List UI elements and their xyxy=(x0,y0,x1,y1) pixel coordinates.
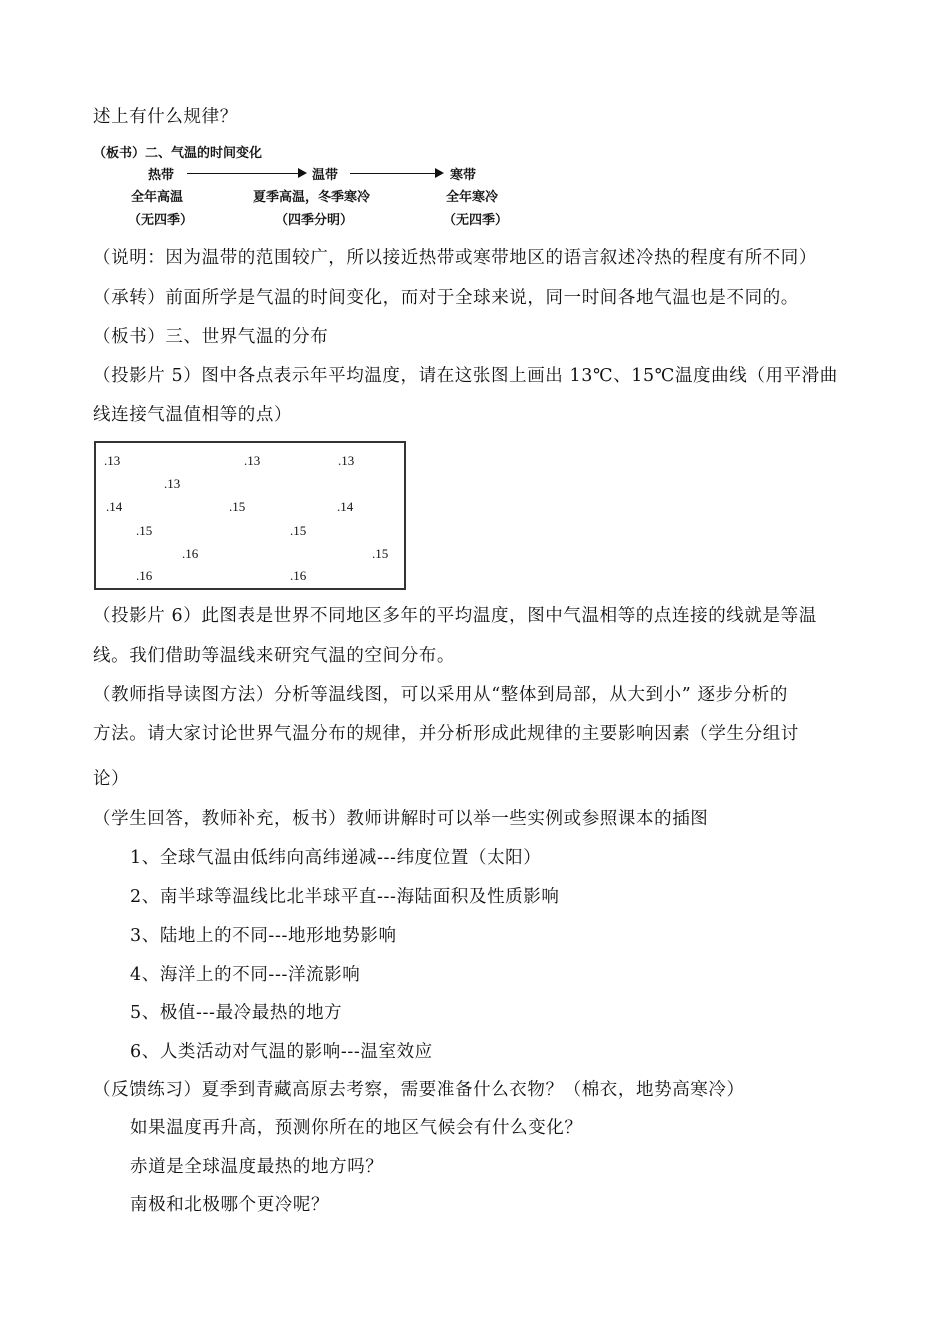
temp-point: .15 xyxy=(372,546,389,561)
note-paragraph: （说明：因为温带的范围较广，所以接近热带或寒带地区的语言叙述冷热的程度有所不同） xyxy=(93,248,817,268)
zone-desc: 全年高温 xyxy=(131,190,184,205)
transition-paragraph: （承转）前面所学是气温的时间变化，而对于全球来说，同一时间各地气温也是不同的。 xyxy=(93,288,799,308)
question-item: 如果温度再升高，预测你所在的地区气候会有什么变化？ xyxy=(130,1118,583,1138)
factor-item: 1、全球气温由低纬向高纬递减---纬度位置（太阳） xyxy=(130,848,542,868)
temp-point: .16 xyxy=(182,546,199,561)
factor-item: 4、海洋上的不同---洋流影响 xyxy=(130,965,361,985)
factor-item: 5、极值---最冷最热的地方 xyxy=(130,1003,343,1023)
factor-item: 6、人类活动对气温的影响---温室效应 xyxy=(130,1042,433,1062)
zone-season: （无四季） xyxy=(443,213,509,228)
question-item: 赤道是全球温度最热的地方吗？ xyxy=(130,1157,384,1177)
temp-point: .15 xyxy=(229,499,246,514)
temp-point: .16 xyxy=(290,568,307,583)
temperature-point-map xyxy=(94,441,406,590)
zone-season: （无四季） xyxy=(128,213,194,228)
guide-line: 方法。请大家讨论世界气温分布的规律，并分析形成此规律的主要影响因素（学生分组讨 xyxy=(93,724,799,744)
zone-name: 热带 xyxy=(148,168,175,183)
answer-intro: （学生回答，教师补充，板书）教师讲解时可以举一些实例或参照课本的插图 xyxy=(93,809,709,829)
board-heading: （板书）二、气温的时间变化 xyxy=(93,146,263,161)
slide5-line: 线连接气温值相等的点） xyxy=(93,405,293,425)
arrow-icon xyxy=(350,173,442,174)
top-question: 述上有什么规律？ xyxy=(93,107,238,127)
slide5-line: （投影片 5）图中各点表示年平均温度，请在这张图上画出 13℃、15℃温度曲线（用平滑曲 xyxy=(93,366,838,386)
guide-line: （教师指导读图方法）分析等温线图，可以采用从“整体到局部，从大到小” 逐步分析的 xyxy=(93,685,788,705)
zone-name: 寒带 xyxy=(450,168,477,183)
arrow-icon xyxy=(187,173,305,174)
temp-point: .13 xyxy=(338,453,355,468)
board-three: （板书）三、世界气温的分布 xyxy=(93,327,329,347)
feedback-paragraph: （反馈练习）夏季到青藏高原去考察，需要准备什么衣物？（棉衣，地势高寒冷） xyxy=(93,1080,745,1100)
slide6-line: （投影片 6）此图表是世界不同地区多年的平均温度，图中气温相等的点连接的线就是等温 xyxy=(93,606,817,626)
question-item: 南极和北极哪个更冷呢？ xyxy=(130,1195,330,1215)
zone-desc: 全年寒冷 xyxy=(446,190,499,205)
temp-point: .15 xyxy=(290,523,307,538)
temp-point: .13 xyxy=(164,476,181,491)
zone-season: （四季分明） xyxy=(275,213,354,228)
zone-desc: 夏季高温，冬季寒冷 xyxy=(253,190,371,205)
temp-point: .16 xyxy=(136,568,153,583)
temp-point: .15 xyxy=(136,523,153,538)
temp-point: .14 xyxy=(337,499,354,514)
temp-point: .13 xyxy=(244,453,261,468)
guide-line: 论） xyxy=(93,769,130,789)
slide6-line: 线。我们借助等温线来研究气温的空间分布。 xyxy=(93,646,455,666)
temp-point: .13 xyxy=(104,453,121,468)
factor-item: 2、南半球等温线比北半球平直---海陆面积及性质影响 xyxy=(130,887,560,907)
factor-item: 3、陆地上的不同---地形地势影响 xyxy=(130,926,397,946)
zone-name: 温带 xyxy=(312,168,339,183)
temp-point: .14 xyxy=(106,499,123,514)
